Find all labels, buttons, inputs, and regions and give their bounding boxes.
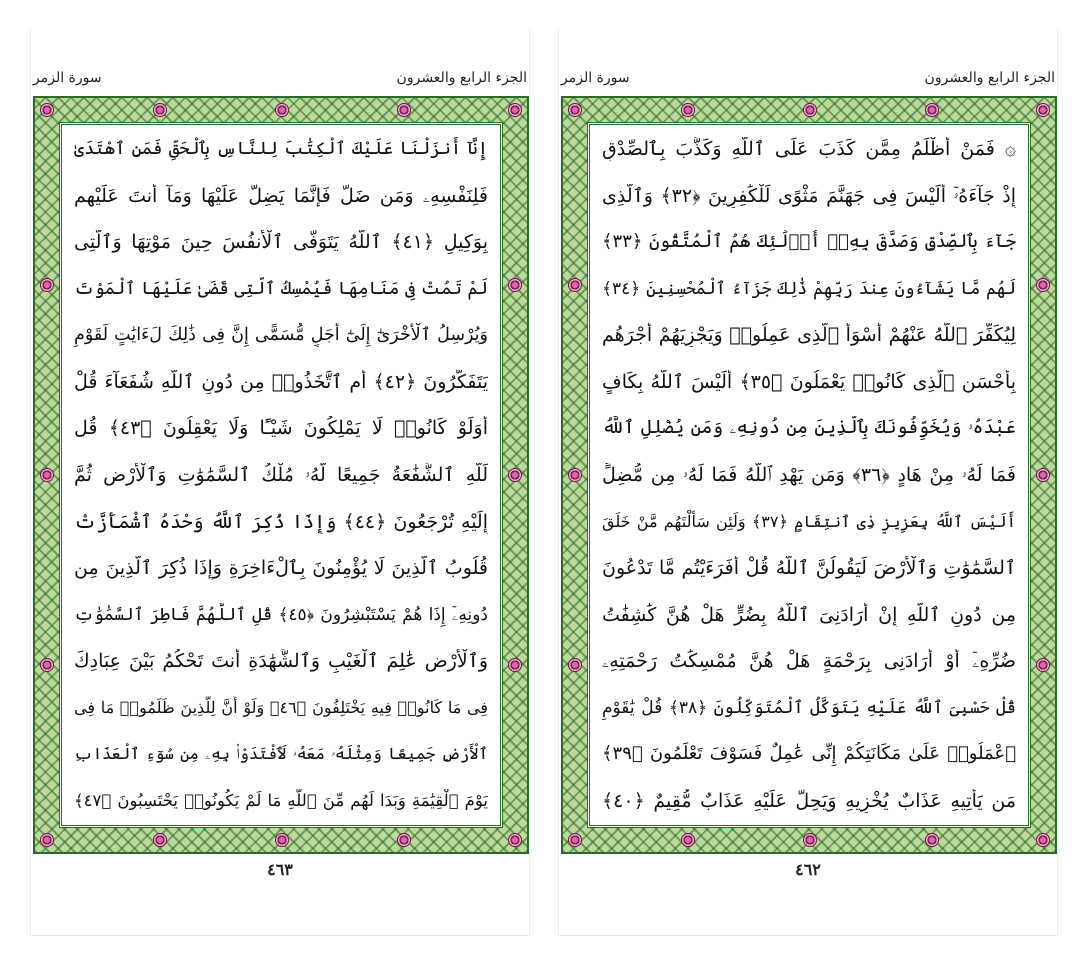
rosette-ornament [568, 468, 582, 482]
text-line: ٱلسَّمَٰوَٰتِ وَٱلْأَرْضَ لَيَقُولُنَّ ٱللَّهُ قُلْ أَفَرَءَيْتُم مَّا تَدْعُونَ [602, 557, 1016, 580]
rosette-ornament [397, 103, 411, 117]
rosette-ornament [1036, 278, 1050, 292]
text-line: قُلْ حَسْبِىَ ٱللَّهُ عَلَيْهِ يَتَوَكَّلُ ٱلْمُتَوَكِّلُونَ ﴿٣٨﴾ قُلْ يَٰقَوْمِ [602, 697, 1016, 718]
text-line: جَآءَ بِٱلصِّدْقِ وَصَدَّقَ بِهِۦٓ أُو۟لَٰٓئِكَ هُمُ ٱلْمُتَّقُونَ ﴿٣٣﴾ [602, 231, 1016, 253]
text-line: قُلُوبُ ٱلَّذِينَ لَا يُؤْمِنُونَ بِٱلْءَاخِرَةِ وَإِذَا ذُكِرَ ٱلَّذِينَ مِن [74, 557, 488, 580]
rosette-ornament [508, 103, 522, 117]
rosette-ornament [568, 103, 582, 117]
rosette-ornament [40, 833, 54, 847]
text-line: وَيُرْسِلُ ٱلْأُخْرَىٰٓ إِلَىٰٓ أَجَلٍ مُّسَمًّى إِنَّ فِى ذَٰلِكَ لَءَايَٰتٍ لِّقَوْمٍ [74, 325, 488, 346]
rosette-ornament [508, 468, 522, 482]
text-line: فَلِنَفْسِهِۦ وَمَن ضَلَّ فَإِنَّمَا يَضِلُّ عَلَيْهَا وَمَآ أَنتَ عَلَيْهِم [74, 184, 488, 207]
text-line: ٱعْمَلُوا۟ عَلَىٰ مَكَانَتِكُمْ إِنِّى عَٰمِلٌ فَسَوْفَ تَعْلَمُونَ ﴿٣٩﴾ [602, 743, 1016, 765]
rosette-ornament [1036, 103, 1050, 117]
text-line: بِوَكِيلٍ ﴿٤١﴾ ٱللَّهُ يَتَوَفَّى ٱلْأَنفُسَ حِينَ مَوْتِهَا وَٱلَّتِى [74, 231, 488, 254]
rosette-ornament [40, 103, 54, 117]
rosette-ornament [508, 833, 522, 847]
text-panel [59, 122, 503, 828]
text-line: مَن يَأْتِيهِ عَذَابٌ يُخْزِيهِ وَيَحِلُّ عَلَيْهِ عَذَابٌ مُّقِيمٌ ﴿٤٠﴾ [602, 789, 1016, 812]
rosette-ornament [681, 103, 695, 117]
rosette-ornament [803, 103, 817, 117]
text-line: إِنَّآ أَنزَلْنَا عَلَيْكَ ٱلْكِتَٰبَ لِلنَّاسِ بِٱلْحَقِّ فَمَنِ ٱهْتَدَىٰ [74, 139, 488, 159]
text-line: فَمَا لَهُۥ مِنْ هَادٍ ﴿٣٦﴾ وَمَن يَهْدِ ٱللَّهُ فَمَا لَهُۥ مِن مُّضِلٍّ [602, 463, 1016, 486]
rosette-ornament [925, 833, 939, 847]
rosette-ornament [1036, 468, 1050, 482]
rosette-ornament [275, 833, 289, 847]
rosette-ornament [681, 833, 695, 847]
mushaf-page-462 [558, 30, 1058, 936]
text-line: إِلَيْهِ تُرْجَعُونَ ﴿٤٤﴾ وَإِذَا ذُكِرَ ٱللَّهُ وَحْدَهُ ٱشْمَأَزَّتْ [74, 510, 488, 533]
text-line: ٱلْأَرْضِ جَمِيعًا وَمِثْلَهُۥ مَعَهُۥ لَٱفْتَدَوْا۟ بِهِۦ مِن سُوٓءِ ٱلْعَذَابِ [74, 744, 488, 764]
text-line: أَوَلَوْ كَانُوا۟ لَا يَمْلِكُونَ شَيْـًٔا وَلَا يَعْقِلُونَ ﴿٤٣﴾ قُل [74, 417, 488, 440]
text-line: لَهُم مَّا يَشَآءُونَ عِندَ رَبِّهِمْ ذَٰلِكَ جَزَآءُ ٱلْمُحْسِنِينَ ﴿٣٤﴾ [602, 278, 1016, 299]
rosette-ornament [568, 833, 582, 847]
rosette-ornament [40, 658, 54, 672]
page-number: ٤٦٢ [795, 860, 821, 879]
text-line: دُونِهِۦٓ إِذَا هُمْ يَسْتَبْشِرُونَ ﴿٤٥﴾ قُلِ ٱللَّهُمَّ فَاطِرَ ٱلسَّمَٰوَٰتِ [74, 604, 488, 625]
page-header [31, 70, 529, 94]
page-header [559, 70, 1057, 94]
mushaf-page-463 [30, 30, 530, 936]
rosette-ornament [397, 833, 411, 847]
rosette-ornament [40, 468, 54, 482]
rosette-ornament [803, 833, 817, 847]
text-line: لِيُكَفِّرَ ٱللَّهُ عَنْهُمْ أَسْوَأَ ٱلَّذِى عَمِلُوا۟ وَيَجْزِيَهُمْ أَجْرَهُم [602, 324, 1016, 347]
header-juz: الجزء الرابع والعشرون [396, 70, 527, 86]
header-juz: الجزء الرابع والعشرون [924, 70, 1055, 86]
text-line: لِّلَّهِ ٱلشَّفَٰعَةُ جَمِيعًا لَّهُۥ مُلْكُ ٱلسَّمَٰوَٰتِ وَٱلْأَرْضِ ثُمَّ [74, 463, 488, 486]
header-surah: سورة الزمر [561, 70, 630, 86]
text-panel [587, 122, 1031, 828]
text-line: إِذْ جَآءَهُۥٓ أَلَيْسَ فِى جَهَنَّمَ مَثْوًى لِّلْكَٰفِرِينَ ﴿٣٢﴾ وَٱلَّذِى [602, 184, 1016, 207]
text-line: مِن دُونِ ٱللَّهِ إِنْ أَرَادَنِىَ ٱللَّهُ بِضُرٍّ هَلْ هُنَّ كَٰشِفَٰتُ [602, 603, 1016, 626]
text-line: ضُرِّهِۦٓ أَوْ أَرَادَنِى بِرَحْمَةٍ هَلْ هُنَّ مُمْسِكَٰتُ رَحْمَتِهِۦ [602, 650, 1016, 673]
text-line: ۞ فَمَنْ أَظْلَمُ مِمَّن كَذَبَ عَلَى ٱللَّهِ وَكَذَّبَ بِٱلصِّدْقِ [602, 138, 1016, 160]
header-surah: سورة الزمر [33, 70, 102, 86]
ornamental-frame [33, 96, 529, 854]
rosette-ornament [508, 658, 522, 672]
text-line: فِى مَا كَانُوا۟ فِيهِ يَخْتَلِفُونَ ﴿٤٦﴾ وَلَوْ أَنَّ لِلَّذِينَ ظَلَمُوا۟ مَا فِى [74, 697, 488, 717]
rosette-ornament [568, 658, 582, 672]
rosette-ornament [153, 833, 167, 847]
text-line: لَمْ تَمُتْ فِى مَنَامِهَا فَيُمْسِكُ ٱلَّتِى قَضَىٰ عَلَيْهَا ٱلْمَوْتَ [74, 278, 488, 299]
rosette-ornament [508, 278, 522, 292]
text-line: يَوْمَ ٱلْقِيَٰمَةِ وَبَدَا لَهُم مِّنَ ٱللَّهِ مَا لَمْ يَكُونُوا۟ يَحْتَسِبُونَ ﴿٤٧﴾ [74, 790, 488, 810]
verse-lines [74, 137, 488, 813]
text-line: أَلَيْسَ ٱللَّهُ بِعَزِيزٍ ذِى ٱنتِقَامٍ ﴿٣٧﴾ وَلَئِن سَأَلْتَهُم مَّنْ خَلَقَ [602, 511, 1016, 531]
rosette-ornament [40, 278, 54, 292]
page-number: ٤٦٣ [267, 860, 293, 879]
ornamental-frame [561, 96, 1057, 854]
rosette-ornament [1036, 833, 1050, 847]
text-line: وَٱلْأَرْضِ عَٰلِمَ ٱلْغَيْبِ وَٱلشَّهَٰدَةِ أَنتَ تَحْكُمُ بَيْنَ عِبَادِكَ [74, 650, 488, 673]
text-line: بِأَحْسَنِ ٱلَّذِى كَانُوا۟ يَعْمَلُونَ ﴿٣٥﴾ أَلَيْسَ ٱللَّهُ بِكَافٍ [602, 370, 1016, 393]
verse-lines [602, 137, 1016, 813]
rosette-ornament [925, 103, 939, 117]
rosette-ornament [1036, 658, 1050, 672]
text-line: يَتَفَكَّرُونَ ﴿٤٢﴾ أَمِ ٱتَّخَذُوا۟ مِن دُونِ ٱللَّهِ شُفَعَآءَ قُلْ [74, 370, 488, 393]
text-line: عَبْدَهُۥ وَيُخَوِّفُونَكَ بِٱلَّذِينَ مِن دُونِهِۦ وَمَن يُضْلِلِ ٱللَّهُ [602, 417, 1016, 439]
rosette-ornament [153, 103, 167, 117]
rosette-ornament [568, 278, 582, 292]
rosette-ornament [275, 103, 289, 117]
